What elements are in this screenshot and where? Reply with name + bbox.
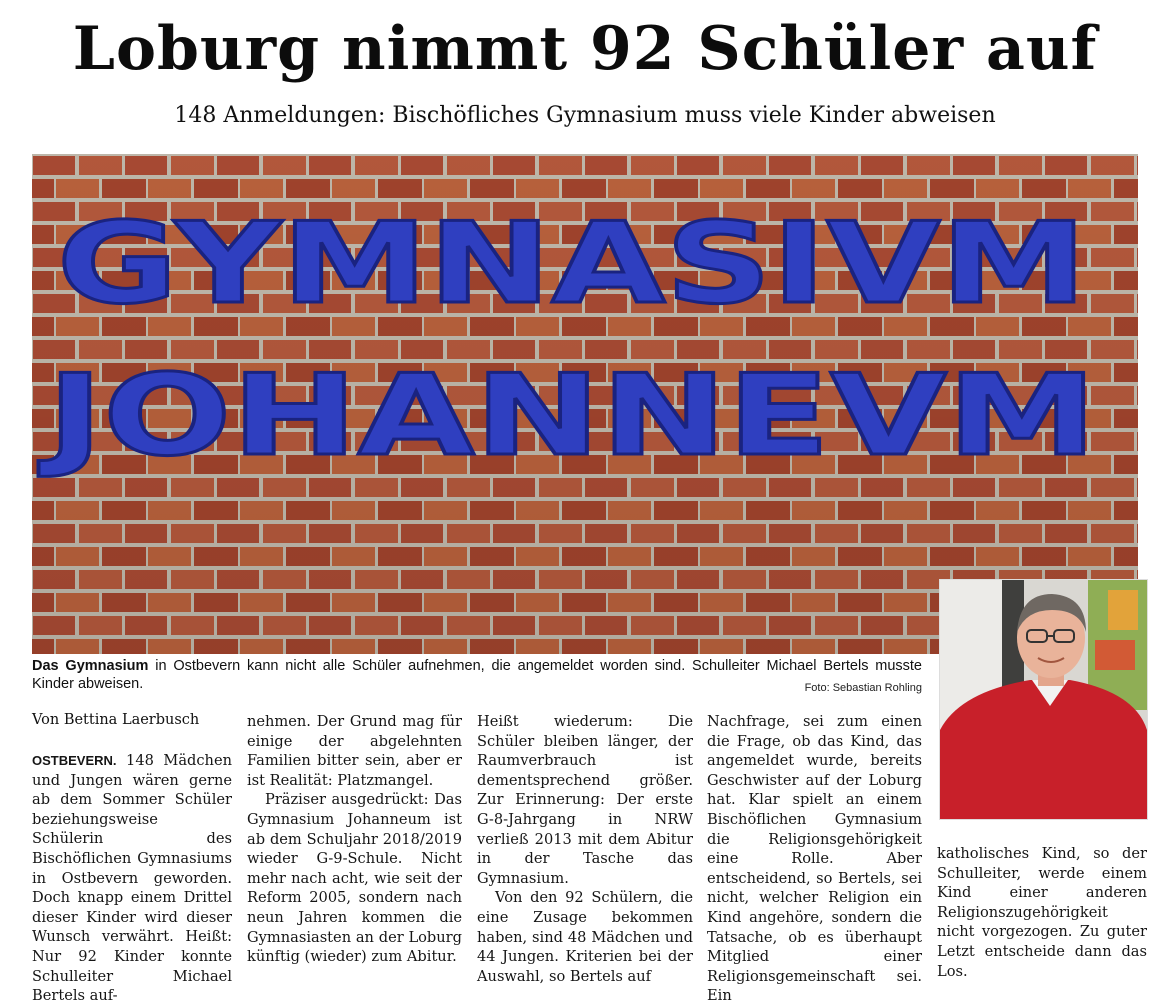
article-column-2 <box>247 712 462 967</box>
sign-line-2: JOHANNEVM <box>37 351 1098 481</box>
dateline: OSTBEVERN. <box>32 753 117 768</box>
column-5-paragraph-1: katholisches Kind, so der Schulleiter, werde einem Kind einer anderen Religionszugehörigkeit nicht vorgezogen. Zu guter Letzt entscheide dann das Los. <box>937 845 1147 980</box>
column-2-paragraph-1: nehmen. Der Grund mag für einige der abgelehnten Familien bitter sein, aber er ist Realität: Platzmangel. <box>247 713 462 789</box>
column-3-paragraph-1: Heißt wiederum: Die Schüler bleiben länger, der Raumverbrauch ist dementsprechend größer. Zur Erinnerung: Der erste G-8-Jahrgang in NRW verließ 2013 mit dem Abitur in der Tasche das Gymnasium. <box>477 713 693 887</box>
column-3-paragraph-2: Von den 92 Schülern, die eine Zusage bekommen haben, sind 48 Mädchen und 44 Jungen. Kriterien bei der Auswahl, so Bertels auf <box>477 889 693 985</box>
article-column-5 <box>937 844 1147 981</box>
column-2-paragraph-2: Präziser ausgedrückt: Das Gymnasium Johanneum ist ab dem Schuljahr 2018/2019 wieder G-9-Schule. Nicht mehr nach acht, wie seit der Reform 2005, sondern nach neun Jahren kommen die Gymnasiasten an der Loburg künftig (wieder) zum Abitur. <box>247 791 462 966</box>
headline: Loburg nimmt 92 Schüler auf <box>72 14 1098 84</box>
sign-line-1: GYMNASIVM <box>57 199 1087 329</box>
caption-lead: Das Gymnasium <box>32 658 149 674</box>
byline: Von Bettina Laerbusch <box>32 712 200 728</box>
article-column-1 <box>32 751 232 1006</box>
caption-text: in Ostbevern kann nicht alle Schüler aufnehmen, die angemeldet worden sind. Schulleiter Michael Bertels musste Kinder abweisen. <box>32 658 922 692</box>
subheadline: 148 Anmeldungen: Bischöfliches Gymnasium muss viele Kinder abweisen <box>174 103 996 128</box>
column-1-paragraph-1: 148 Mädchen und Jungen wären gerne ab dem Sommer Schüler beziehungsweise Schülerin des Bischöflichen Gymnasiums in Ostbevern geworden. Doch knapp einem Drittel dieser Kinder wird dieser Wunsch verwährt. Heißt: Nur 92 Kinder konnte Schulleiter Michael Bertels auf- <box>32 752 232 1005</box>
photo-credit: Foto: Sebastian Rohling <box>804 682 922 694</box>
column-4-paragraph-1: Nachfrage, sei zum einen die Frage, ob das Kind, das angemeldet wurde, bereits Geschwister auf der Loburg hat. Klar spielt an einem Bischöflichen Gymnasium die Religionsgehörigkeit eine Rolle. Aber entscheidend, so Bertels, sei nicht, welcher Religion ein Kind angehöre, sondern die Tatsache, ob es überhaupt Mitglied einer Religionsgemeinschaft sei. Ein <box>707 713 922 1005</box>
article-column-3 <box>477 712 693 986</box>
portrait-photo <box>939 579 1148 820</box>
article-column-4 <box>707 712 922 1006</box>
